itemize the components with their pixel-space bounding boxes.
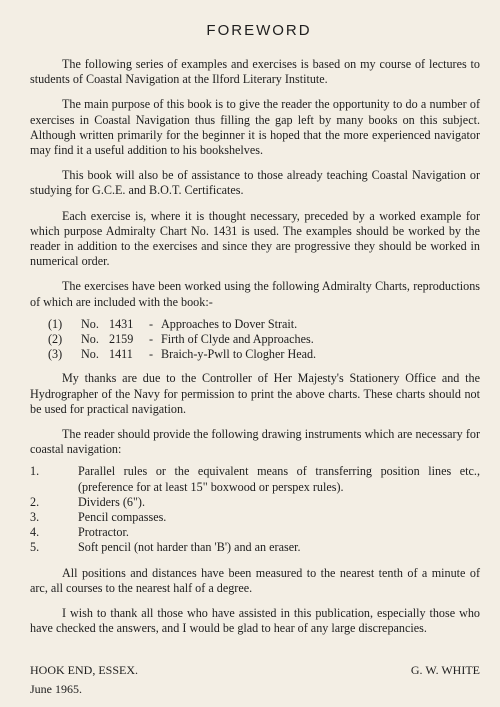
paragraph-thanks-controller: My thanks are due to the Controller of Her Majesty's Stationery Office and the Hydrographer of the Navy for permission to print the above charts. These charts should not be used for practical navigation. (30, 371, 480, 416)
chart-item-chart-number: 1411 (109, 347, 133, 362)
signature-author: G. W. WHITE (410, 663, 480, 677)
paragraph-acknowledgements: I wish to thank all those who have assisted in this publication, especially those who have checked the answers, and I would be glad to hear of any large discrepancies. (30, 606, 480, 636)
instrument-item-text: Pencil compasses. (78, 510, 167, 525)
instrument-item-text: Parallel rules or the equivalent means of transferring position lines etc., (preference for at least 15" boxwood or perspex rules). (78, 464, 480, 494)
paragraph-exercises: Each exercise is, where it is thought necessary, preceded by a worked example for which purpose Admiralty Chart No. 1431 is used. The examples should be worked by the reader in addition to the exercises and since they are progressive they should be worked in numerical order. (30, 208, 480, 269)
paragraph-intro: The following series of examples and exercises is based on my course of lectures to students of Coastal Navigation at the Ilford Literary Institute. (30, 57, 480, 87)
instrument-item-text: Protractor. (78, 525, 129, 540)
signature-block (30, 661, 480, 699)
signature-date: June 1965. (30, 682, 82, 696)
chart-item-number: (3) (48, 347, 63, 362)
instrument-list-item (30, 495, 480, 510)
chart-item-dash: - (149, 332, 154, 347)
chart-item-dash: - (149, 316, 154, 331)
instrument-list-item (30, 525, 480, 540)
signature-row (30, 661, 480, 680)
instrument-item-text: Dividers (6"). (78, 494, 145, 509)
instrument-list-item (30, 540, 480, 555)
paragraph-instruments-intro: The reader should provide the following drawing instruments which are necessary for coastal navigation: (30, 427, 480, 457)
chart-item-no-label: No. (81, 347, 99, 362)
chart-item-name: Approaches to Dover Strait. (161, 316, 298, 331)
instrument-item-number: 5. (30, 540, 40, 555)
page-title: FOREWORD (206, 22, 312, 39)
instrument-item-number: 4. (30, 525, 40, 540)
paragraph-measurements: All positions and distances have been measured to the nearest tenth of a minute of arc, all courses to the nearest half of a degree. (30, 565, 480, 595)
chart-item-chart-number: 1431 (109, 316, 134, 331)
chart-item-number: (1) (48, 316, 63, 331)
paragraph-purpose: The main purpose of this book is to give the reader the opportunity to do a number of exercises in Coastal Navigation thus filling the gap left by many books on this subject. Although written primarily for the beginner it is hoped that the more experienced navigator may find it a useful addition to his bookshelves. (30, 97, 480, 158)
chart-item-dash: - (149, 347, 154, 362)
instrument-list-item (30, 464, 480, 494)
paragraph-charts-intro: The exercises have been worked using the following Admiralty Charts, reproductions of which are included with the book:- (30, 279, 480, 309)
chart-list-item (48, 332, 480, 347)
instrument-item-number: 2. (30, 494, 40, 509)
chart-list (30, 317, 480, 363)
instrument-item-number: 1. (30, 464, 40, 479)
chart-list-item (48, 317, 480, 332)
signature-place: HOOK END, ESSEX. (30, 663, 138, 677)
instrument-list (30, 464, 480, 555)
chart-item-no-label: No. (81, 332, 99, 347)
chart-item-name: Braich-y-Pwll to Clogher Head. (161, 347, 317, 362)
paragraph-assistance: This book will also be of assistance to those already teaching Coastal Navigation or studying for G.C.E. and B.O.T. Certificates. (30, 168, 480, 198)
chart-item-chart-number: 2159 (109, 332, 134, 347)
chart-list-item (48, 347, 480, 362)
chart-item-name: Firth of Clyde and Approaches. (161, 332, 314, 347)
chart-item-number: (2) (48, 332, 63, 347)
chart-item-no-label: No. (81, 316, 99, 331)
instrument-item-number: 3. (30, 510, 40, 525)
instrument-item-text: Soft pencil (not harder than 'B') and an eraser. (78, 540, 301, 555)
instrument-list-item (30, 510, 480, 525)
